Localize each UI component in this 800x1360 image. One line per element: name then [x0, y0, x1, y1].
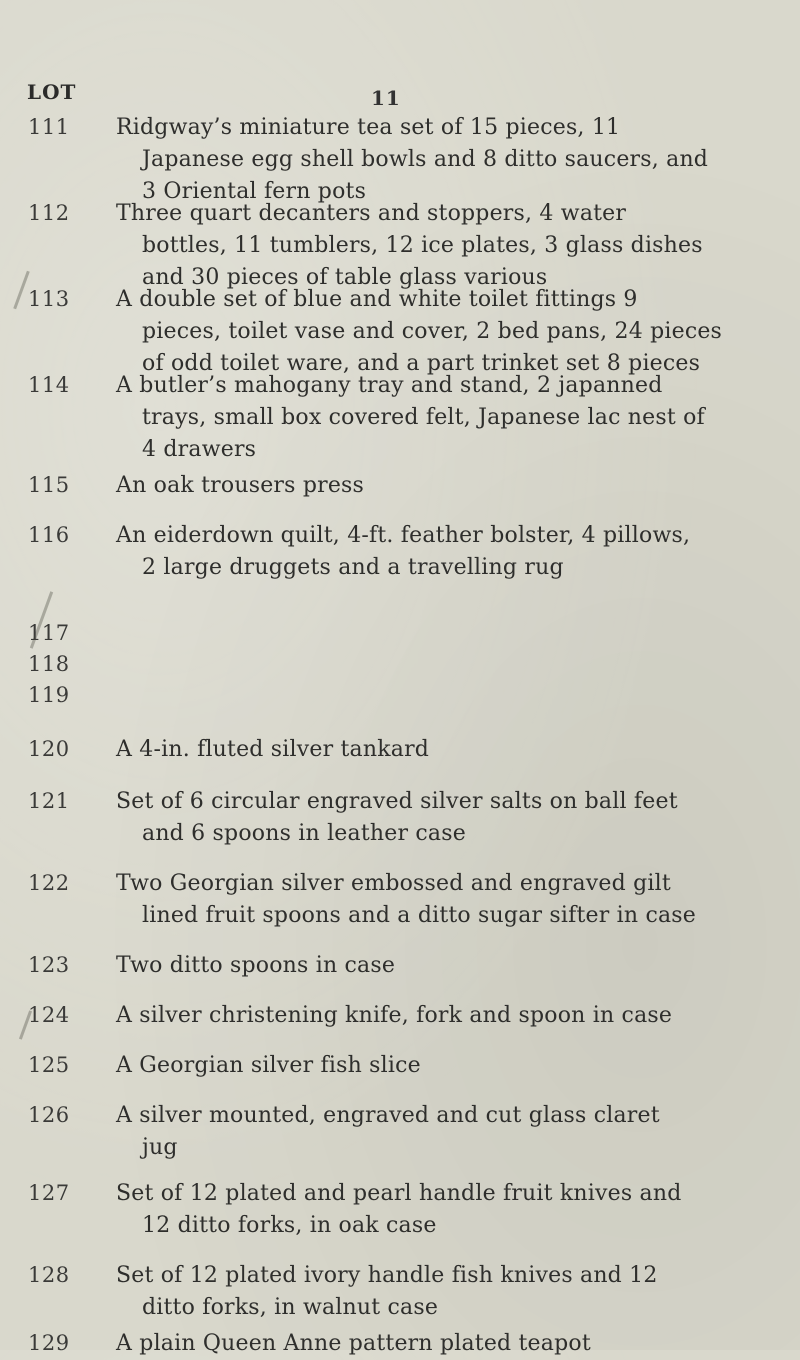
lot-number: 127	[28, 1181, 70, 1205]
lot-description	[116, 370, 796, 466]
description-line: Set of 12 plated and pearl handle fruit knives and	[116, 1181, 682, 1206]
description-line: Two Georgian silver embossed and engraved gilt	[116, 871, 671, 896]
lot-number: 114	[28, 373, 70, 397]
lot-number: 125	[28, 1053, 70, 1077]
description-line: bottles, 11 tumblers, 12 ice plates, 3 glass dishes	[142, 233, 703, 258]
description-line: 4 drawers	[142, 437, 257, 462]
lot-number: 117	[28, 621, 70, 645]
description-line: jug	[142, 1135, 178, 1160]
lot-description	[116, 1178, 796, 1242]
lot-number: 118	[28, 652, 70, 676]
lot-description	[116, 950, 796, 982]
lot-description	[116, 284, 796, 380]
lot-number: 124	[28, 1003, 70, 1027]
description-line: and 30 pieces of table glass various	[142, 265, 548, 290]
description-line: Three quart decanters and stoppers, 4 water	[116, 201, 627, 226]
description-line: of odd toilet ware, and a part trinket set 8 pieces	[142, 351, 701, 376]
description-line: lined fruit spoons and a ditto sugar sifter in case	[142, 903, 697, 928]
lot-description	[116, 470, 796, 502]
lot-number: 121	[28, 789, 70, 813]
description-line: Set of 12 plated ivory handle fish knives and 12	[116, 1263, 658, 1288]
lot-number: 113	[28, 287, 70, 311]
lot-number: 128	[28, 1263, 70, 1287]
description-line: An oak trousers press	[116, 473, 365, 498]
lot-description	[116, 1260, 796, 1324]
lot-description	[116, 112, 796, 208]
lot-description	[116, 1050, 796, 1082]
description-line: Set of 6 circular engraved silver salts on ball feet	[116, 789, 678, 814]
lot-description	[116, 868, 796, 932]
description-line: Two ditto spoons in case	[116, 953, 396, 978]
lot-number: 116	[28, 523, 70, 547]
lot-number: 129	[28, 1331, 70, 1355]
lot-description	[116, 1000, 796, 1032]
description-line: and 6 spoons in leather case	[142, 821, 466, 846]
lot-column-header: LOT	[27, 80, 77, 104]
description-line: A Georgian silver fish slice	[116, 1053, 421, 1078]
page-number: 11	[371, 86, 401, 110]
description-line: pieces, toilet vase and cover, 2 bed pans, 24 pieces	[142, 319, 723, 344]
description-line: A 4-in. fluted silver tankard	[116, 737, 430, 762]
lot-number: 120	[28, 737, 70, 761]
description-line: Japanese egg shell bowls and 8 ditto saucers, and	[142, 147, 709, 172]
lot-number: 115	[28, 473, 70, 497]
lot-description	[116, 734, 796, 766]
description-line: An eiderdown quilt, 4-ft. feather bolster, 4 pillows,	[116, 523, 691, 548]
lot-number: 123	[28, 953, 70, 977]
lot-description	[116, 520, 796, 584]
description-line: A double set of blue and white toilet fittings 9	[116, 287, 638, 312]
description-line: Ridgway’s miniature tea set of 15 pieces, 11	[116, 115, 621, 140]
lot-description	[116, 786, 796, 850]
lot-number: 126	[28, 1103, 70, 1127]
description-line: A silver mounted, engraved and cut glass claret	[116, 1103, 660, 1128]
lot-description	[116, 198, 796, 294]
description-line: A butler’s mahogany tray and stand, 2 japanned	[116, 373, 663, 398]
description-line: trays, small box covered felt, Japanese lac nest of	[142, 405, 705, 430]
lot-number: 119	[28, 683, 70, 707]
lot-description	[116, 1100, 796, 1164]
description-line: ditto forks, in walnut case	[142, 1295, 439, 1320]
lot-number: 111	[28, 115, 70, 139]
description-line: 2 large druggets and a travelling rug	[142, 555, 564, 580]
description-line: A plain Queen Anne pattern plated teapot	[116, 1331, 591, 1356]
description-line: 12 ditto forks, in oak case	[142, 1213, 437, 1238]
description-line: 3 Oriental fern pots	[142, 179, 367, 204]
lot-description	[116, 1328, 796, 1360]
description-line: A silver christening knife, fork and spoon in case	[116, 1003, 673, 1028]
lot-number: 122	[28, 871, 70, 895]
lot-number: 112	[28, 201, 70, 225]
